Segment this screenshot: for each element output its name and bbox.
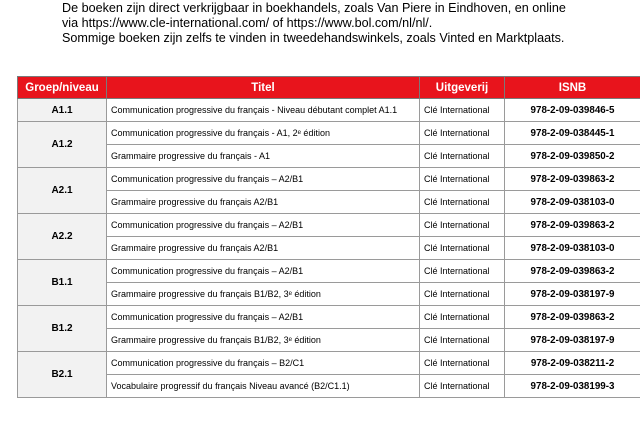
book-publisher: Clé International [420, 352, 505, 375]
book-isbn: 978-2-09-038103-0 [505, 191, 640, 214]
group-level: B1.2 [18, 306, 107, 352]
header-publisher: Uitgeverij [420, 77, 505, 99]
book-publisher: Clé International [420, 168, 505, 191]
book-isbn: 978-2-09-038197-9 [505, 283, 640, 306]
table-row [18, 260, 640, 283]
book-publisher: Clé International [420, 283, 505, 306]
book-title: Communication progressive du français – A2/B1 [107, 214, 420, 237]
group-level: B1.1 [18, 260, 107, 306]
table-row [18, 99, 640, 122]
table-row [18, 191, 640, 214]
book-publisher: Clé International [420, 329, 505, 352]
book-title: Grammaire progressive du français B1/B2, 3ᵉ édition [107, 283, 420, 306]
book-publisher: Clé International [420, 260, 505, 283]
book-title: Communication progressive du français – A2/B1 [107, 306, 420, 329]
book-isbn: 978-2-09-038103-0 [505, 237, 640, 260]
header-isbn: ISNB [505, 77, 640, 99]
book-isbn: 978-2-09-038211-2 [505, 352, 640, 375]
intro-line: Sommige boeken zijn zelfs te vinden in tweedehandswinkels, zoals Vinted en Marktplaats. [62, 30, 565, 45]
book-publisher: Clé International [420, 375, 505, 398]
table-row [18, 145, 640, 168]
book-publisher: Clé International [420, 306, 505, 329]
book-isbn: 978-2-09-039846-5 [505, 99, 640, 122]
table-row [18, 352, 640, 375]
intro-line: via https://www.cle-international.com/ of https://www.bol.com/nl/nl/. [62, 15, 433, 30]
intro-text [62, 1, 632, 45]
book-isbn: 978-2-09-039863-2 [505, 168, 640, 191]
books-table [17, 76, 640, 398]
table-row [18, 375, 640, 398]
table-row [18, 168, 640, 191]
book-title: Grammaire progressive du français A2/B1 [107, 191, 420, 214]
book-title: Vocabulaire progressif du français Niveau avancé (B2/C1.1) [107, 375, 420, 398]
book-title: Communication progressive du français - Niveau débutant complet A1.1 [107, 99, 420, 122]
book-isbn: 978-2-09-038199-3 [505, 375, 640, 398]
group-level: A2.2 [18, 214, 107, 260]
group-level: A1.1 [18, 99, 107, 122]
table-row [18, 237, 640, 260]
group-level: A1.2 [18, 122, 107, 168]
book-isbn: 978-2-09-038197-9 [505, 329, 640, 352]
header-title: Titel [107, 77, 420, 99]
table-header-row [18, 77, 640, 99]
book-isbn: 978-2-09-038445-1 [505, 122, 640, 145]
book-publisher: Clé International [420, 214, 505, 237]
table-row [18, 283, 640, 306]
header-group: Groep/niveau [18, 77, 107, 99]
group-level: B2.1 [18, 352, 107, 398]
book-publisher: Clé International [420, 99, 505, 122]
book-title: Grammaire progressive du français B1/B2, 3ᵉ édition [107, 329, 420, 352]
book-isbn: 978-2-09-039850-2 [505, 145, 640, 168]
table-row [18, 329, 640, 352]
book-isbn: 978-2-09-039863-2 [505, 306, 640, 329]
book-title: Communication progressive du français - A1, 2ᵉ édition [107, 122, 420, 145]
group-level: A2.1 [18, 168, 107, 214]
book-publisher: Clé International [420, 122, 505, 145]
table-row [18, 122, 640, 145]
book-title: Grammaire progressive du français A2/B1 [107, 237, 420, 260]
book-title: Communication progressive du français – A2/B1 [107, 260, 420, 283]
book-title: Grammaire progressive du français - A1 [107, 145, 420, 168]
table-row [18, 306, 640, 329]
book-publisher: Clé International [420, 237, 505, 260]
book-publisher: Clé International [420, 191, 505, 214]
table-row [18, 214, 640, 237]
book-title: Communication progressive du français – B2/C1 [107, 352, 420, 375]
book-isbn: 978-2-09-039863-2 [505, 260, 640, 283]
intro-line: De boeken zijn direct verkrijgbaar in boekhandels, zoals Van Piere in Eindhoven, en online [62, 1, 566, 15]
book-isbn: 978-2-09-039863-2 [505, 214, 640, 237]
book-publisher: Clé International [420, 145, 505, 168]
book-title: Communication progressive du français – A2/B1 [107, 168, 420, 191]
